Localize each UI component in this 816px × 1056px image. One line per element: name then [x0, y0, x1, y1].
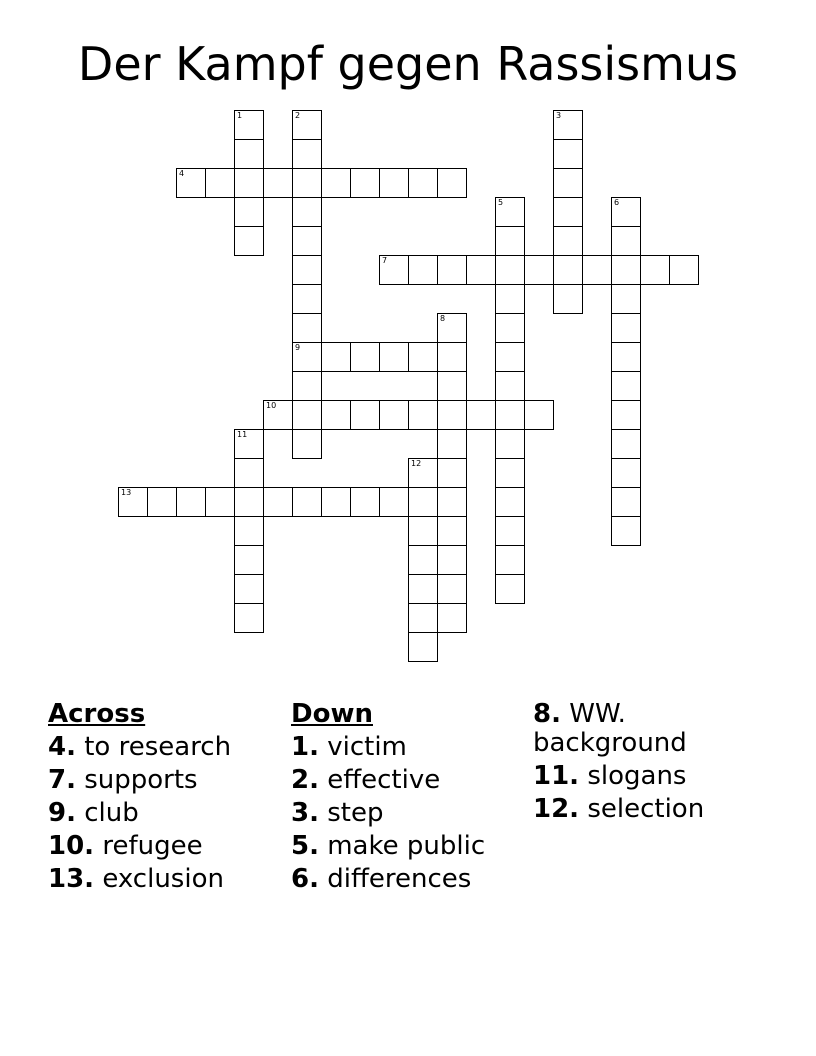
clue-down-8: 8. WW. background [533, 699, 687, 758]
down-clues [291, 700, 531, 898]
grid-cell[interactable] [553, 139, 583, 169]
clue-down-11: 11. slogans [533, 761, 687, 791]
grid-cell[interactable] [495, 284, 525, 314]
grid-cell[interactable] [524, 255, 554, 285]
grid-cell[interactable] [437, 574, 467, 604]
grid-cell[interactable] [495, 487, 525, 517]
grid-cell[interactable] [611, 458, 641, 488]
grid-cell[interactable] [350, 400, 380, 430]
grid-cell[interactable] [611, 226, 641, 256]
grid-cell[interactable] [466, 255, 496, 285]
grid-cell[interactable] [553, 284, 583, 314]
across-clues [48, 700, 288, 898]
grid-cell[interactable] [147, 487, 177, 517]
grid-cell[interactable] [408, 168, 438, 198]
cell-number: 4 [179, 169, 185, 178]
grid-cell[interactable] [611, 342, 641, 372]
clue-across-4: 4. to research [48, 732, 232, 762]
grid-cell[interactable] [466, 400, 496, 430]
clue-down-2: 2. effective [291, 765, 441, 795]
cell-number: 3 [556, 111, 562, 120]
cell-number: 7 [382, 256, 388, 265]
grid-cell[interactable] [234, 226, 264, 256]
grid-cell[interactable] [234, 487, 264, 517]
grid-cell[interactable] [379, 168, 409, 198]
grid-cell[interactable] [176, 168, 206, 198]
grid-cell[interactable] [408, 574, 438, 604]
grid-cell[interactable] [495, 342, 525, 372]
cell-number: 12 [411, 459, 422, 468]
grid-cell[interactable] [437, 545, 467, 575]
grid-cell[interactable] [495, 197, 525, 227]
grid-cell[interactable] [495, 255, 525, 285]
grid-cell[interactable] [292, 371, 322, 401]
grid-cell[interactable] [408, 255, 438, 285]
grid-cell[interactable] [437, 400, 467, 430]
grid-cell[interactable] [292, 110, 322, 140]
cell-number: 8 [440, 314, 446, 323]
grid-cell[interactable] [495, 545, 525, 575]
grid-cell[interactable] [234, 197, 264, 227]
grid-cell[interactable] [321, 342, 351, 372]
grid-cell[interactable] [437, 516, 467, 546]
grid-cell[interactable] [234, 603, 264, 633]
grid-cell[interactable] [408, 487, 438, 517]
clue-down-3: 3. step [291, 798, 384, 828]
grid-cell[interactable] [350, 342, 380, 372]
grid-cell[interactable] [437, 255, 467, 285]
across-heading: Across [48, 699, 146, 729]
grid-cell[interactable] [234, 516, 264, 546]
grid-cell[interactable] [408, 342, 438, 372]
grid-cell[interactable] [495, 516, 525, 546]
grid-cell[interactable] [611, 371, 641, 401]
down-clues-continued [533, 700, 773, 828]
grid-cell[interactable] [350, 487, 380, 517]
grid-cell[interactable] [611, 197, 641, 227]
grid-cell[interactable] [524, 400, 554, 430]
grid-cell[interactable] [234, 545, 264, 575]
grid-cell[interactable] [263, 400, 293, 430]
grid-cell[interactable] [379, 342, 409, 372]
grid-cell[interactable] [292, 139, 322, 169]
grid-cell[interactable] [292, 313, 322, 343]
cell-number: 13 [121, 488, 132, 497]
grid-cell[interactable] [437, 458, 467, 488]
grid-cell[interactable] [321, 168, 351, 198]
grid-cell[interactable] [553, 110, 583, 140]
grid-cell[interactable] [176, 487, 206, 517]
grid-cell[interactable] [379, 255, 409, 285]
grid-cell[interactable] [292, 226, 322, 256]
grid-cell[interactable] [437, 342, 467, 372]
puzzle-title: Der Kampf gegen Rassismus [77, 37, 739, 91]
grid-cell[interactable] [234, 110, 264, 140]
grid-cell[interactable] [611, 313, 641, 343]
grid-cell[interactable] [437, 313, 467, 343]
grid-cell[interactable] [205, 487, 235, 517]
grid-cell[interactable] [553, 168, 583, 198]
grid-cell[interactable] [292, 255, 322, 285]
grid-cell[interactable] [408, 400, 438, 430]
cell-number: 2 [295, 111, 301, 120]
grid-cell[interactable] [495, 458, 525, 488]
grid-cell[interactable] [640, 255, 670, 285]
down-heading: Down [291, 699, 373, 729]
grid-cell[interactable] [234, 429, 264, 459]
grid-cell[interactable] [292, 284, 322, 314]
grid-cell[interactable] [437, 429, 467, 459]
grid-cell[interactable] [292, 487, 322, 517]
grid-cell[interactable] [495, 574, 525, 604]
clue-down-1: 1. victim [291, 732, 407, 762]
clue-across-10: 10. refugee [48, 831, 203, 861]
cell-number: 6 [614, 198, 620, 207]
grid-cell[interactable] [292, 342, 322, 372]
grid-cell[interactable] [437, 168, 467, 198]
grid-cell[interactable] [408, 545, 438, 575]
clue-across-7: 7. supports [48, 765, 198, 795]
grid-cell[interactable] [669, 255, 699, 285]
grid-cell[interactable] [437, 603, 467, 633]
clue-down-5: 5. make public [291, 831, 486, 861]
grid-cell[interactable] [495, 313, 525, 343]
clue-across-9: 9. club [48, 798, 139, 828]
grid-cell[interactable] [495, 400, 525, 430]
grid-cell[interactable] [321, 487, 351, 517]
clue-down-6: 6. differences [291, 864, 472, 894]
grid-cell[interactable] [379, 400, 409, 430]
cell-number: 9 [295, 343, 301, 352]
grid-cell[interactable] [408, 458, 438, 488]
grid-cell[interactable] [205, 168, 235, 198]
grid-cell[interactable] [611, 284, 641, 314]
grid-cell[interactable] [495, 371, 525, 401]
grid-cell[interactable] [234, 458, 264, 488]
grid-cell[interactable] [292, 168, 322, 198]
grid-cell[interactable] [292, 429, 322, 459]
grid-cell[interactable] [350, 168, 380, 198]
grid-cell[interactable] [582, 255, 612, 285]
grid-cell[interactable] [553, 255, 583, 285]
grid-cell[interactable] [495, 429, 525, 459]
grid-cell[interactable] [611, 487, 641, 517]
grid-cell[interactable] [234, 168, 264, 198]
grid-cell[interactable] [118, 487, 148, 517]
grid-cell[interactable] [408, 603, 438, 633]
grid-cell[interactable] [234, 139, 264, 169]
grid-cell[interactable] [437, 371, 467, 401]
grid-cell[interactable] [611, 255, 641, 285]
grid-cell[interactable] [611, 516, 641, 546]
grid-cell[interactable] [408, 632, 438, 662]
cell-number: 10 [266, 401, 277, 410]
grid-cell[interactable] [553, 197, 583, 227]
grid-cell[interactable] [321, 400, 351, 430]
grid-cell[interactable] [408, 516, 438, 546]
grid-cell[interactable] [263, 487, 293, 517]
grid-cell[interactable] [292, 400, 322, 430]
cell-number: 11 [237, 430, 248, 439]
grid-cell[interactable] [495, 226, 525, 256]
cell-number: 5 [498, 198, 504, 207]
clue-down-12: 12. selection [533, 794, 705, 824]
grid-cell[interactable] [553, 226, 583, 256]
grid-cell[interactable] [234, 574, 264, 604]
grid-cell[interactable] [292, 197, 322, 227]
grid-cell[interactable] [611, 429, 641, 459]
grid-cell[interactable] [611, 400, 641, 430]
grid-cell[interactable] [437, 487, 467, 517]
cell-number: 1 [237, 111, 243, 120]
clue-across-13: 13. exclusion [48, 864, 224, 894]
grid-cell[interactable] [263, 168, 293, 198]
grid-cell[interactable] [379, 487, 409, 517]
